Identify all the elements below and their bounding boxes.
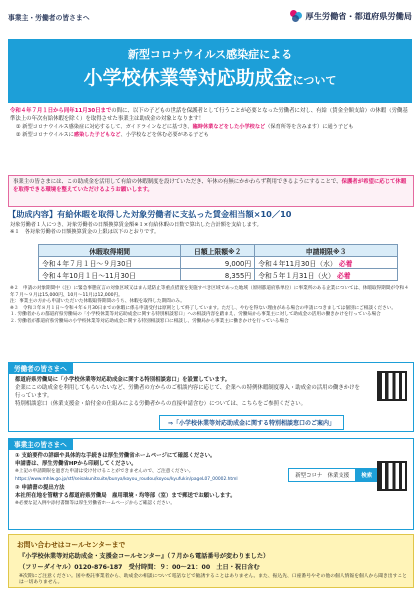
footnotes: [10, 286, 410, 326]
search-input[interactable]: 新型コロナ 休業支援: [289, 469, 355, 481]
table-row: [39, 269, 398, 281]
step-note: ※上記の申請期限を過ぎた申請は受け付けることができませんので、ご注意ください。: [15, 469, 194, 474]
table-header: 日額上限額※２: [181, 245, 255, 257]
banner-subtitle: 新型コロナウイルス感染症による: [127, 48, 293, 61]
audience-label: 事業主・労働者の皆さまへ: [8, 14, 90, 22]
request-notice-box: [8, 175, 414, 207]
banner-title-main: 小学校休業等対応助成金: [83, 67, 293, 89]
call-center-box: [8, 534, 414, 588]
table-cell: 令和４年10月１日～11月30日: [39, 269, 181, 281]
workers-text: 特別相談窓口（休業支援金・給付金の仕組みによる労働者からの直接申請含む）については、こちらをご参照ください。: [15, 401, 306, 407]
employers-section: [8, 438, 414, 530]
workers-text: 企業にこの助成金を利用してもらいたいなど、労働者の方からのご相談内容に応じて、企業への特例休暇制度導入・助成金の活用の働きかけを行っています。: [15, 385, 360, 399]
employers-tab: 事業主の皆さまへ: [8, 438, 73, 450]
mhlw-url[interactable]: https://www.mhlw.go.jp/stf/seisakunitsuite/bunya/koyou_roudou/koyou/kyufukin/pageL07_00002.html: [15, 477, 238, 482]
footnote: ２. 労働者が都道府県労働局の小学校休業等対応助成金に関する特別相談窓口に相談し、労働局から事業主に働きかけを行っている場合: [10, 318, 289, 324]
list-item: ② 新型コロナウイルスに感染した子どもなど、小学校などを休む必要がある子ども: [16, 132, 209, 138]
qr-code: [377, 371, 407, 401]
top-bar: [8, 6, 412, 36]
subsidy-note: ※１ 各対象労働者の日額換算賃金の上限は以下のとおりです。: [10, 229, 160, 236]
ministry-mark-icon: [290, 10, 302, 22]
table-cell: 令和５年１月31日（火） 必着: [255, 269, 398, 281]
intro-body: の間に、以下の子どもの世話を保護者として行うことが必要となった労働者に対し、有給（賃金全額支給）の休暇（労働基準法上の年次有給休暇を除く）を取得させた事業主は助成金の対象となります！: [10, 108, 408, 123]
rate-table: [38, 244, 398, 281]
ministry-logo: [290, 10, 412, 22]
subsidy-notes: [10, 222, 410, 236]
table-header: 申請期限※３: [255, 245, 398, 257]
title-banner: [8, 39, 412, 103]
search-button[interactable]: 検索: [355, 469, 378, 481]
table-header: 休暇取得期間: [39, 245, 181, 257]
subsidy-heading: 【助成内容】有給休暇を取得した対象労働者に支払った賃金相当額×10／10: [8, 209, 292, 219]
table-cell: 令和４年11月30日（水） 必着: [255, 257, 398, 269]
banner-title-tail: について: [292, 74, 337, 87]
call-note: ※次期にご注意ください。国や委託事業者から、助成金の相談について電話などで勧誘することはありません。また、振込先、口座番号やその他の個人情報を個人から聞き出すことは一切ありません。: [19, 574, 407, 586]
search-widget[interactable]: [288, 468, 379, 482]
qr-code: [377, 461, 407, 491]
footnote: ※３ 令和３年８月１日～令和４年６月30日までの休暇に係る申請受付は原則として終了しています。ただし、やむを得ない理由がある場合の申請につきましては個別にご相談ください。: [10, 305, 396, 311]
subsidy-note: 対象労働者１人につき、対象労働者の日額換算賃金額※１×有給休暇の日数で算出した合計額を支給します。: [10, 222, 262, 228]
call-phone[interactable]: （フリーダイヤル）0120-876-187 受付時間：９：00～21：00 土日・祝日含む: [19, 564, 260, 571]
workers-text: 都道府県労働局に「小学校休業等対応助成金に関する特別相談窓口」を設置しています。: [15, 377, 231, 383]
footnote: 注：事業主の方から申請いただいた休暇取得期間のうち、休暇を取得した期間のみ。: [10, 299, 185, 305]
ministry-name: 厚生労働省・都道府県労働局: [305, 10, 412, 21]
step-title: ② 申請書の提出方法: [15, 485, 65, 491]
table-cell: 8,355円: [181, 269, 255, 281]
special-desk-link[interactable]: ⇒「小学校休業等対応助成金に関する特別相談窓口のご案内」: [159, 415, 344, 430]
intro-text: [10, 107, 410, 140]
workers-tab: 労働者の皆さまへ: [8, 362, 73, 374]
step-title: ① 支給要件の詳細や具体的な手続きは厚生労働省ホームページにて確認ください。: [15, 453, 216, 459]
footnote: １. 労働者からの都道府県労働局の「小学校休業等対応助成金に関する特別相談窓口」への相談内容を踏まえ、労働局から事業主に対して助成金の活用の働きかけを行っている場合: [10, 312, 381, 318]
call-heading: お問い合わせはコールセンターまで: [17, 541, 126, 549]
workers-body: [15, 376, 365, 408]
workers-section: [8, 362, 414, 432]
footnote: ※２ 申請の対象期間中（注）に緊急事態宣言の対象区域又はまん延防止等重点措置を実施すべき区域であった地域（原則都道府県単位）に事業所のある企業については、休暇取得期間が令和４年７月～９月は15,000円、10月～11月は12,000円。: [10, 286, 409, 298]
table-row: [39, 257, 398, 269]
table-cell: 令和４年７月１日～９月30日: [39, 257, 181, 269]
table-cell: 9,000円: [181, 257, 255, 269]
period-highlight: 令和４年７月１日から同年11月30日まで: [10, 108, 112, 114]
request-notice-emphasis: 保護者が希望に応じて休暇を取得できる環境を整えていただけるようお願いします。: [13, 179, 407, 193]
eligibility-list: [16, 124, 410, 139]
request-notice-text: 事業主の皆さまには、この助成金を活用して有給の休暇制度を設けていただき、年休の有無にかかわらず利用できるようにすることで、: [13, 179, 342, 185]
banner-title: [8, 63, 412, 90]
call-center-name: 『小学校休業等対応助成金・支援金コールセンター』（７月から電話番号が変わりました）: [19, 553, 270, 560]
step-sub: 申請書は、厚生労働省HPから印刷してください。: [15, 461, 137, 467]
step-text: 本社所在地を管轄する都道府県労働局 雇用環境・均等部（室）まで郵送でお願いします。: [15, 493, 236, 499]
list-item: ① 新型コロナウイルス感染症に対応するして、ガイドラインなどに基づき、臨時休業などをした小学校など（保育所等を含みます）に通う子ども: [16, 124, 354, 131]
step-note: ※必要な記入例や添付書類等は厚生労働省ホームページからご確認ください。: [15, 501, 175, 506]
employers-body: [15, 452, 315, 508]
